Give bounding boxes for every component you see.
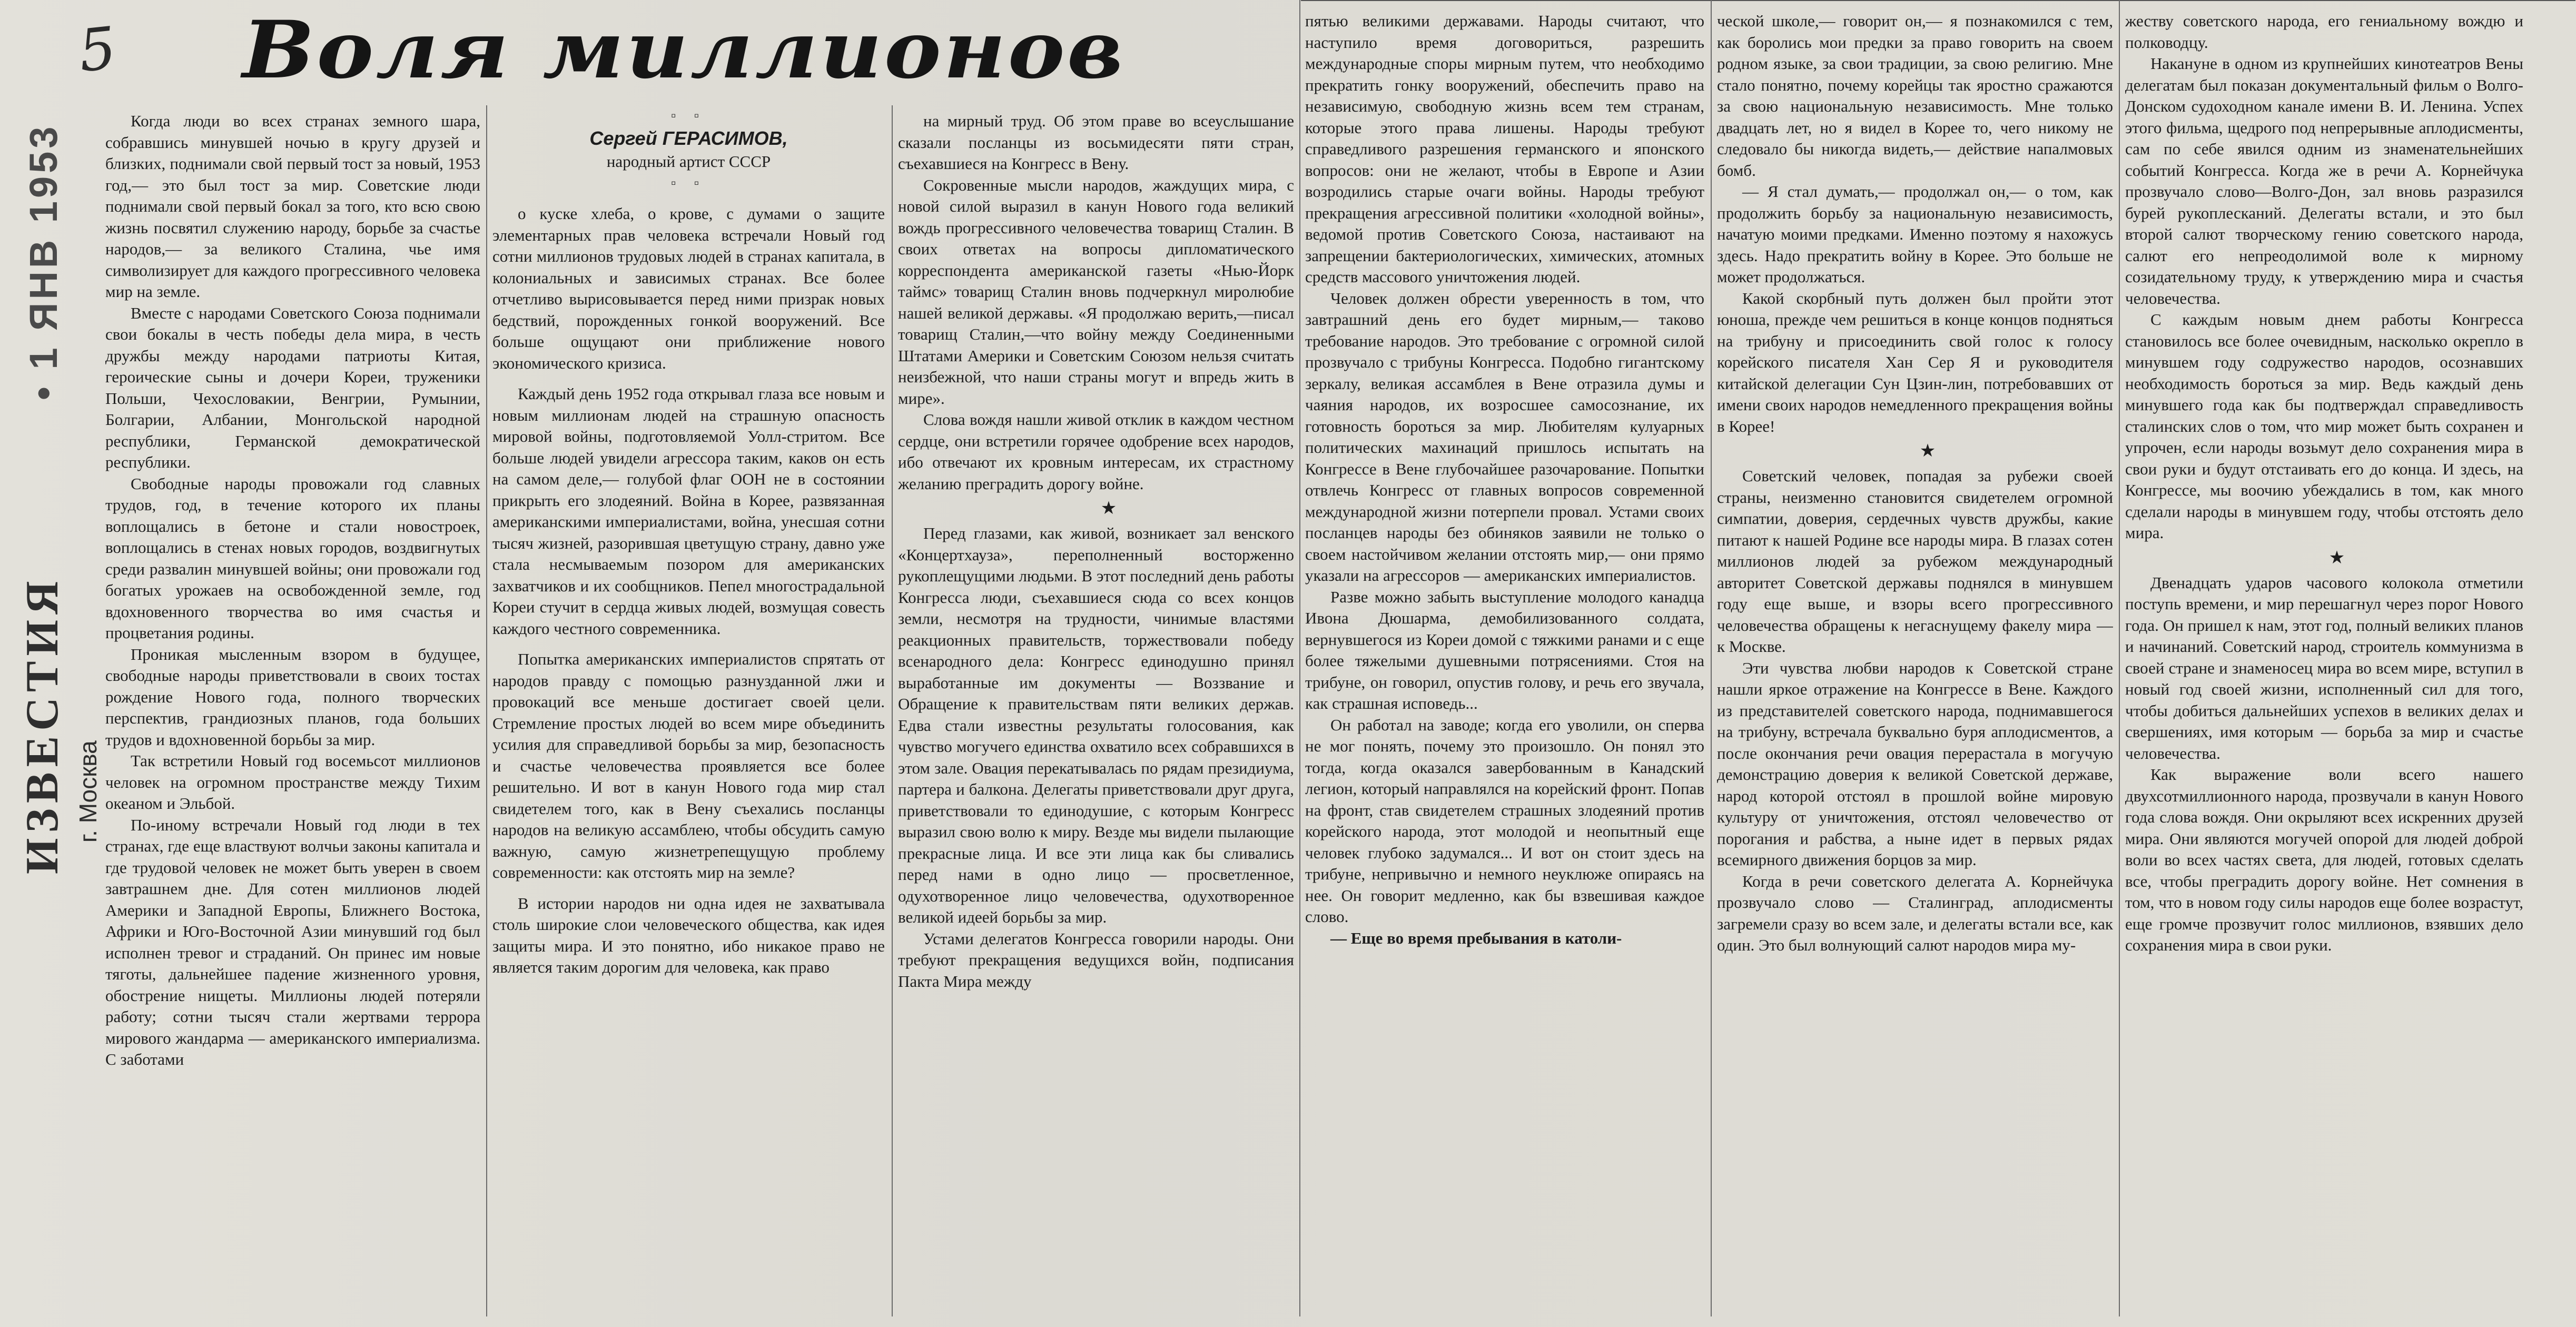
paragraph: В истории народов ни одна идея не захватывала столь широкие слои человеческого общества, как идея защиты мира. И это понятно, ибо никакое право не является таким дорогим для человека, как право [492,894,885,976]
paragraph: ческой школе,— говорит он,— я познакомился с тем, как боролись мои предки за право говорить на своем родном языке, за свои традиции, за свою религию. Мне стало понятно, почему корейцы так яростно сражаются за свою национальную независимость. Мне только двадцать лет, но я видел в Корее то, чего никому не следовало бы никогда видеть,— действие напалмовых бомб. [1717,12,2113,180]
paragraph: о куске хлеба, о крове, с думами о защите элементарных прав человека встречали Новый год сотни миллионов трудовых людей в странах капитала, в колониальных и зависимых странах. Все более отчетливо вырисовывается перед ними призрак новых бедствий, порожденных гонкой вооружений. Все больше ощущают они приближение нового экономического кризиса. [492,204,885,372]
headline: Воля миллионов [242,4,1126,96]
section-star: ★ [2328,548,2345,568]
paragraph: Попытка американских империалистов спрятать от народов правду с помощью разнузданной лжи и провокаций все меньше достигает своей цели. Стремление простых людей во всем мире объединить усилия для справедливой борьбы за мир, безопасность и счастье человечества проявляется все более решительно. И вот в канун Нового года мир стал свидетелем того, как в Вену съехались посланцы народов на великую ассамблею, чтобы обсудить самую важную, самую жизнетрепещущую проблему современности: как отстоять мир на земле? [492,650,885,882]
article-column-3 [898,111,1294,1185]
paragraph: — Еще во время пребывания в католи- [1330,928,1622,947]
paragraph: Человек должен обрести уверенность в том, что завтрашний день его будет мирным,— таково требование народов. Это требование с огромной силой прозвучало с трибуны Конгресса. Подобно гигантскому зеркалу, великая ассамблея в Вене отразила думы и чаяния народов, их возросшее самосознание, их готовность бороться за мир. Любителям кулуарных политических махинаций пришлось испытать на Конгрессе в Вене глубочайшее разочарование. Попытки отвлечь Конгресс от главных вопросов современной международной жизни потерпели провал. Устами своих посланцев народы без обиняков заявили не только о своем настойчивом желании отстоять мир,— они прямо указали на агрессоров — американских империалистов. [1305,289,1704,585]
paragraph: Накануне в одном из крупнейших кинотеатров Вены делегатам был показан документальный фильм о Волго-Донском судоходном канале имени В. И. Ленина. Успех этого фильма, щедрого под непрерывные аплодисменты, сам по себе явился одним из знаменательнейших событий Конгресса. Когда же в речи А. Корнейчука прозвучало слово—Волго-Дон, зал вновь разразился бурей рукоплесканий. Делегаты встали, и это был второй салют творческому гению советского народа, салют его непреодолимой воле к мирному созидательному труду, к утверждению мира и счастья человечества. [2125,54,2523,308]
paragraph: Какой скорбный путь должен был пройти этот юноша, прежде чем решиться в конце концов подняться на трибуну и присоединить свой голос к голосу корейского писателя Хан Сер Я и руководителя китайской делегации Сун Цзин-лин, потребовавших от имени своих народов немедленного прекращения войны в Корее! [1717,289,2113,435]
date-stamp: • 1 ЯНВ 1953 [22,123,65,400]
paragraph: — Я стал думать,— продолжал он,— о том, как продолжить борьбу за национальную независимость, начатую моими предками. Именно поэтому я нахожусь здесь. Надо прекратить войну в Корее. Это больше не может продолжаться. [1717,182,2113,286]
paragraph: Двенадцать ударов часового колокола отметили поступь времени, и мир перешагнул через порог Нового года. Он пришел к нам, этот год, полный великих планов и начинаний. Советский народ, строитель коммунизма в своей стране и знаменосец мира во всем мире, вступил в новый год своей жизни, исполненный сил для того, чтобы добиться дальнейших успехов в великих делах и свершениях, имя которым — борьба за мир и счастье человечества. [2125,573,2523,762]
paragraph: на мирный труд. Об этом праве во всеуслышание сказали посланцы из восьмидесяти пяти стран, съехавшиеся на Конгресс в Вену. [898,112,1294,173]
newspaper-name-stamp: ИЗВЕСТИЯ [17,576,68,874]
paragraph: Он работал на заводе; когда его уволили, он сперва не мог понять, почему это произошло. Он понял это тогда, когда оказался завербованным в Канадский легион, который направлялся на корейский фронт. Попав на фронт, став свидетелем страшных злодеяний против корейского народа, этот молодой и неопытный еще человек глубоко задумался... И вот он стоит здесь на трибуне, непривычно и немного неуклюже опираясь на нее. Он говорит медленно, как бы взвешивая каждое слово. [1305,715,1704,926]
article-column-4 [1305,11,1704,1185]
paragraph: Каждый день 1952 года открывал глаза все новым и новым миллионам людей на страшную опасность мировой войны, подготовляемой Уолл-стритом. Все больше людей увидели агрессора таким, каков он есть на самом деле,— голубой флаг ООН не в состоянии прикрыть его злодеяний. Война в Корее, развязанная американскими империалистами, война, унесшая сотни тысяч жизней, разорившая цветущую страну, давно уже стала несмываемым позором для американских захватчиков и их сообщников. Пепел многострадальной Кореи стучит в сердца живых людей, возмущая совесть каждого честного современника. [492,384,885,638]
paragraph: Слова вождя нашли живой отклик в каждом честном сердце, они встретили горячее одобрение всех народов, ибо отвечают их кровным интересам, их страстному желанию преградить дорогу войне. [898,410,1294,493]
paragraph: жеству советского народа, его гениальному вождю и полководцу. [2125,12,2523,52]
paragraph: Вместе с народами Советского Союза поднимали свои бокалы в честь победы дела мира, в честь дружбы между народами патриоты Китая, героические сыны и дочери Кореи, труженики Польши, Чехословакии, Венгрии, Румынии, Болгарии, Албании, Монгольской народной республики, Германской демократической республики. [105,303,480,471]
column-rule [486,105,487,1316]
top-rule [1301,0,2575,1]
city-stamp: г. Москва [74,740,102,843]
paragraph: Когда люди во всех странах земного шара, собравшись минувшей ночью в кругу друзей и близких, поднимали свой первый тост за новый, 1953 год,— это был тост за мир. Советские люди поднимали свой первый бокал за того, кто всю свою жизнь посвятил служению народу, борьбе за счастье народов,— за великого Сталина, чье имя символизирует для каждого прогрессивного человека мир на земле. [105,112,480,301]
paragraph: Сокровенные мысли народов, жаждущих мира, с новой силой выразил в канун Нового года великий вождь прогрессивного человечества товарищ Сталин. В своих ответах на вопросы дипломатического корреспондента американской газеты «Нью-Йорк таймс» товарищ Сталин вновь подчеркнул миролюбие нашей великой державы. «Я продолжаю верить,—писал товарищ Сталин,—что войну между Соединенными Штатами Америки и Советским Союзом нельзя считать неизбежной, что наши страны могут и впредь жить в мире». [898,175,1294,408]
article-column-5 [1717,11,2113,1185]
section-star: ★ [1919,441,1936,461]
paragraph: По-иному встречали Новый год люди в тех странах, где еще властвуют волчьи законы капитала и где трудовой человек не может быть уверен в своем завтрашнем дне. Для сотен миллионов людей Америки и Западной Европы, Ближнего Востока, Африки и Юго-Восточной Азии минувший год был исполнен тревог и страданий. Он принес им новые тяготы, дальнейшее падение жизненного уровня, обострение нищеты. Миллионы людей потеряли работу; сотни тысяч стали жертвами террора мирового жандарма — американского империализма. С заботами [105,815,480,1068]
paragraph: пятью великими державами. Народы считают, что наступило время договориться, разрешить международные споры мирным путем, что необходимо прекратить гонку вооружений, обеспечить право на независимую, свободную жизнь всем тем странам, которые этого права лишены. Народы требуют справедливого разрешения германского и японского вопросов: они не желают, чтобы в Европе и Азии возродились старые очаги войны. Народы требуют прекращения агрессивной политики «холодной войны», ведомой против Советского Союза, настаивают на запрещении бактериологических, химических, атомных средств массового уничтожения людей. [1305,12,1704,286]
paragraph: Советский человек, попадая за рубежи своей страны, неизменно становится свидетелем огромной симпатии, доверия, сердечных чувств дружбы, какие питают к нашей Родине все народы мира. В глазах сотен миллионов людей за рубежом международный авторитет Советской державы поднялся в минувшем году еще выше, и взоры всего прогрессивного человечества обращены к негаснущему факелу мира — к Москве. [1717,467,2113,656]
byline-ornament: ▫ ▫ [671,175,706,191]
paragraph: Так встретили Новый год восемьсот миллионов человек на огромном пространстве между Тихим океаном и Эльбой. [105,751,480,813]
handwritten-mark: 5 [75,14,120,85]
paragraph: Проникая мысленным взором в будущее, свободные народы приветствовали в своих тостах рождение Нового года, полного творческих перспектив, грандиозных планов, года больших трудов и вдохновенной борьбы за мир. [105,645,480,749]
author-title: народный артист СССР [606,152,771,171]
paragraph: С каждым новым днем работы Конгресса становилось все более очевидным, насколько окрепло в минувшем году содружество народов, осознавших необходимость бороться за мир. Ведь каждый день минувшего года как бы подтверждал справедливость сталинских слов о том, что мир может быть сохранен и упрочен, если народы возьмут дело сохранения мира в свои руки и будут отстаивать его до конца. И здесь, на Конгрессе, мы воочию убеждались в том, как много сделали народы в минувшем году, чтобы отстоять дело мира. [2125,310,2523,542]
column-rule [892,105,893,1316]
article-column-1 [105,111,480,1185]
column-rule [1299,0,1300,1316]
section-star: ★ [1100,499,1117,518]
byline [492,105,885,194]
paragraph: Эти чувства любви народов к Советской стране нашли яркое отражение на Конгрессе в Вене. Каждого из представителей советского народа, поднимавшегося на трибуну, встречала буквально буря аплодисментов, а после окончания речи овация перерастала в могучую демонстрацию доверия к великой Советской державе, народ которой отстоял в прошлой войне мировую культуру от уничтожения, отстоял человечество от порогания и рабства, а ныне идет в первых рядах всемирного движения борцов за мир. [1717,658,2113,869]
column-rule [1711,0,1712,1316]
paragraph: Разве можно забыть выступление молодого канадца Ивона Дюшарма, демобилизованного солдата, вернувшегося из Кореи домой с тяжкими ранами и с еще более тяжелыми душевными потрясениями. Стоя на трибуне, он говорил, опустив голову, и речь его звучала, как страшная исповедь... [1305,587,1704,712]
paragraph: Устами делегатов Конгресса говорили народы. Они требуют прекращения ведущихся войн, подписания Пакта Мира между [898,929,1294,991]
column-rule [2119,0,2120,1316]
article-column-2 [492,105,885,1185]
paragraph: Перед глазами, как живой, возникает зал венского «Концертхауза», переполненный восторженно рукоплещущими людьми. В этот последний день работы Конгресса люди, съехавшиеся сюда со всех концов земли, несмотря на трудности, чинимые властями реакционных правительств, торжествовали победу всенародного дела: Конгресс единодушно принял выработанные им документы — Воззвание и Обращение к правительствам пяти великих держав. Едва стали известны результаты голосования, как чувство могучего единства охватило всех собравшихся в этом зале. Овация перекатывалась по рядам президиума, партера и балкона. Делегаты приветствовали друг друга, приветствовали то единодушие, с которым Конгресс выразил свою волю к миру. Везде мы видели пылающие прекрасные лица. И все эти лица как бы сливались перед нами в одно лицо — просветленное, одухотворенное лицо человечества, одухотворенное великой идеей борьбы за мир. [898,524,1294,926]
byline-ornament: ▫ ▫ [671,108,706,123]
paragraph: Свободные народы провожали год славных трудов, год, в течение которого их планы воплощались в бетоне и стали новостроек, воплощались в стенах новых городов, воздвигнутых среди развалин минувшей войны; они провожали год богатых урожаев на освобожденной земле, год вдохновенного творчества во имя счастья и процветания родины. [105,474,480,642]
article-column-6 [2125,11,2523,1185]
paragraph: Как выражение воли всего нашего двухсотмиллионного народа, прозвучали в канун Нового года слова вождя. Они окрыляют всех искренних друзей мира. Они являются могучей опорой для людей доброй воли во всех частях света, для людей, готовых сделать все, чтобы преградить дорогу войне. Нет сомнения в том, что в новом году силы народов еще более возрастут, еще громче прозвучит голос миллионов, взявших дело сохранения мира в свои руки. [2125,765,2523,954]
author-name: Сергей ГЕРАСИМОВ, [589,127,788,149]
paragraph: Когда в речи советского делегата А. Корнейчука прозвучало слово — Сталинград, аплодисменты загремели сразу во всем зале, и делегаты встали все, как один. Это был волнующий салют народов мира му- [1717,872,2113,954]
